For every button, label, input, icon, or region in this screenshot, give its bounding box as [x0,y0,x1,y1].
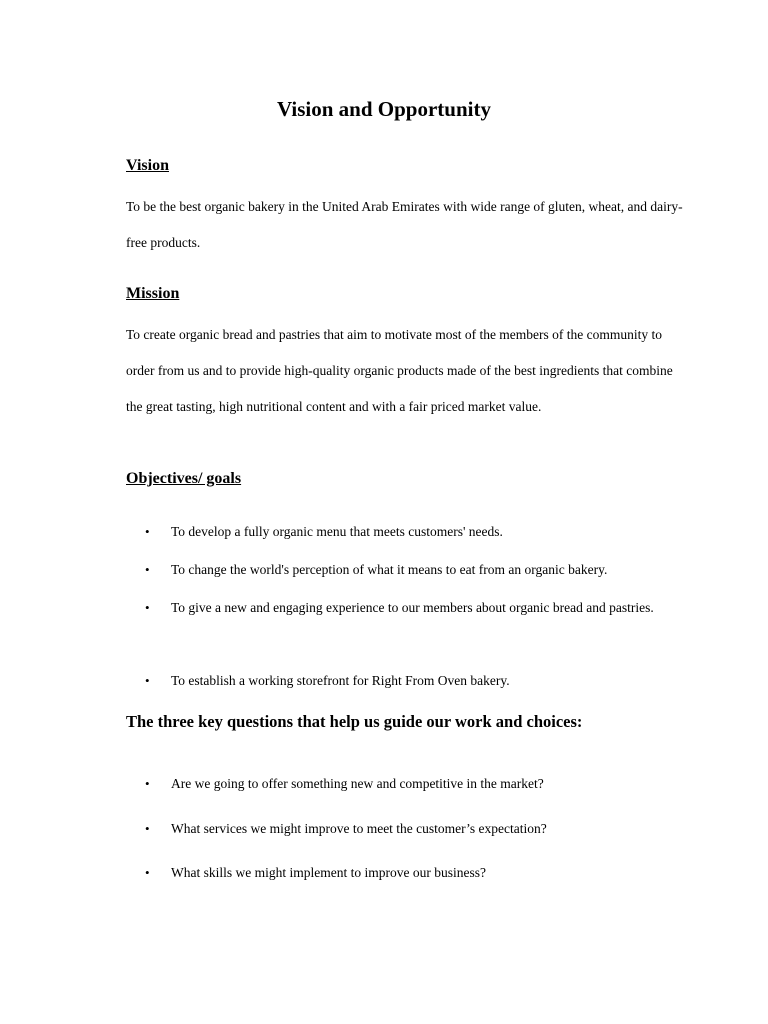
vision-text: To be the best organic bakery in the United Arab Emirates with wide range of gluten, wheat, and dairy-free products. [126,199,683,250]
bullet-dot-icon: • [145,776,150,791]
list-item-text: What skills we might implement to improve our business? [171,865,486,880]
list-item-text: To establish a working storefront for Right From Oven bakery. [171,673,510,688]
vision-heading: Vision [126,157,169,174]
list-item-text: What services we might improve to meet the customer’s expectation? [171,821,547,836]
bullet-dot-icon: • [145,600,150,615]
list-item-text: To give a new and engaging experience to our members about organic bread and pastries. [171,600,654,615]
list-item-text: To develop a fully organic menu that meets customers' needs. [171,524,503,539]
bullet-dot-icon: • [145,865,150,880]
bullet-dot-icon: • [145,673,150,688]
document-title: Vision and Opportunity [277,97,491,121]
list-item-text: Are we going to offer something new and competitive in the market? [171,776,544,791]
mission-heading: Mission [126,285,180,302]
mission-text: To create organic bread and pastries that aim to motivate most of the members of the community to order from us and to provide high-quality organic products made of the best ingredients that combine the great tasting, high nutritional content and with a fair priced market value. [126,327,673,414]
list-item-text: To change the world's perception of what it means to eat from an organic bakery. [171,562,608,577]
bullet-dot-icon: • [145,524,150,539]
objectives-heading: Objectives/ goals [126,470,242,487]
bullet-dot-icon: • [145,562,150,577]
key-questions-heading: The three key questions that help us guide our work and choices: [126,712,583,731]
bullet-dot-icon: • [145,821,150,836]
